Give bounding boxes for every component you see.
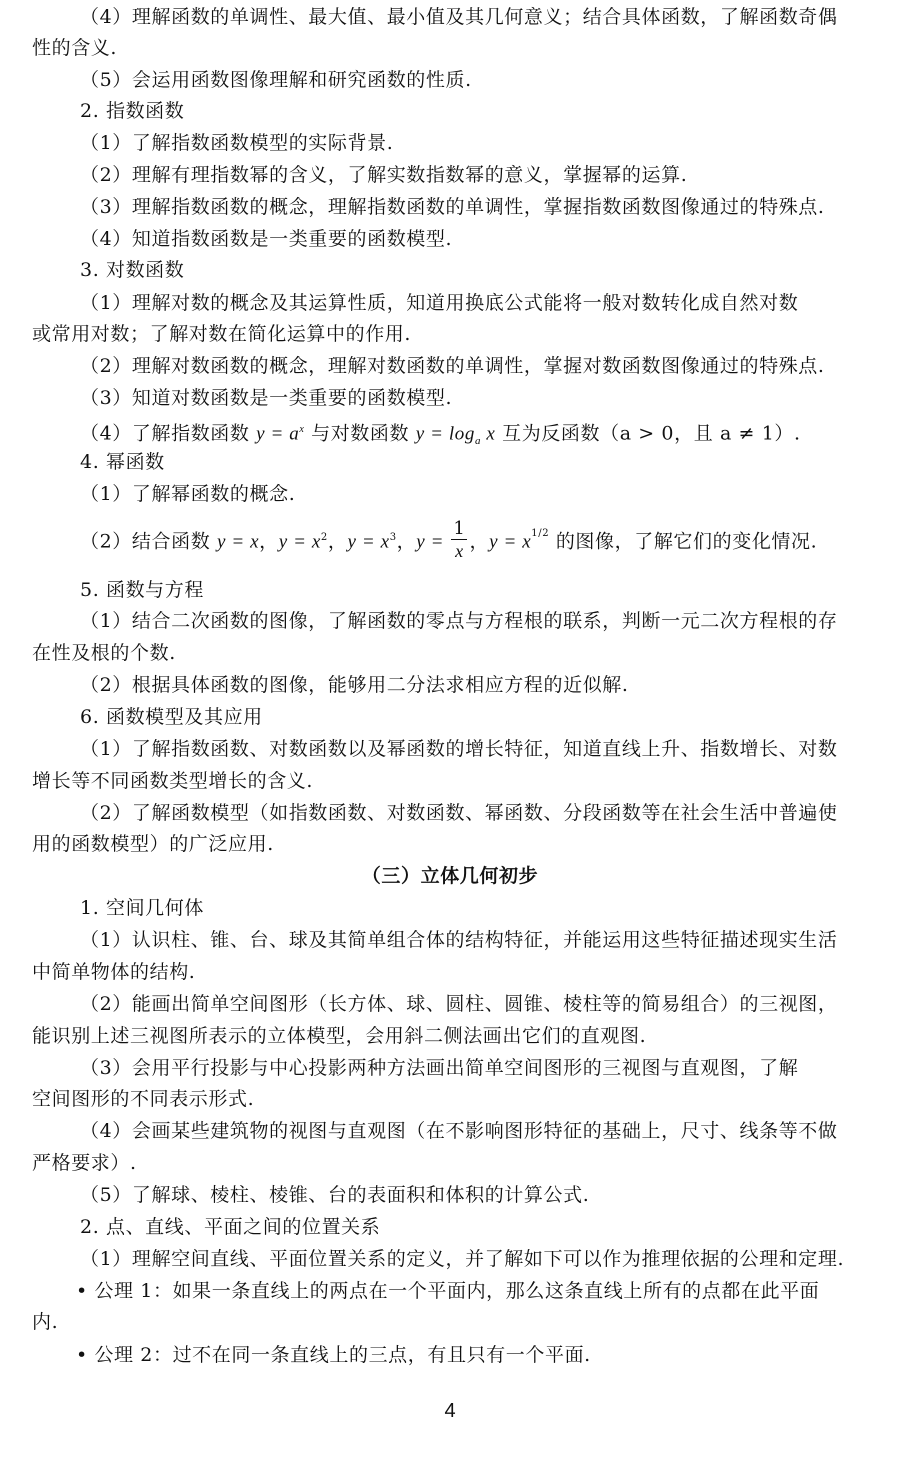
heading-power: 4. 幂函数 bbox=[80, 451, 165, 473]
axiom-2: • 公理 2：过不在同一条直线上的三点，有且只有一个平面. bbox=[76, 1344, 591, 1366]
text-line: 或常用对数；了解对数在简化运算中的作用. bbox=[32, 323, 412, 345]
text-line: （2）理解对数函数的概念，理解对数函数的单调性，掌握对数函数图像通过的特殊点. bbox=[80, 355, 825, 377]
text-line: （1）理解空间直线、平面位置关系的定义，并了解如下可以作为推理依据的公理和定理. bbox=[80, 1248, 845, 1270]
math-var: x bbox=[481, 423, 496, 445]
text-line: （1）结合二次函数的图像，了解函数的零点与方程根的联系，判断一元二次方程根的存 bbox=[80, 610, 838, 632]
heading-exponential: 2. 指数函数 bbox=[80, 100, 185, 122]
separator: ， bbox=[469, 530, 490, 553]
text-line: 严格要求）. bbox=[32, 1152, 137, 1174]
text-line: （2）能画出简单空间图形（长方体、球、圆柱、圆锥、棱柱等的简易组合）的三视图， bbox=[80, 993, 838, 1015]
text-fragment: （4）了解指数函数 bbox=[80, 422, 257, 445]
text-line: 性的含义. bbox=[32, 37, 118, 59]
page-number: 4 bbox=[444, 1400, 456, 1422]
text-line: （1）了解指数函数、对数函数以及幂函数的增长特征，知道直线上升、指数增长、对数 bbox=[80, 738, 838, 760]
math-sup: 3 bbox=[389, 532, 397, 544]
text-line: 空间图形的不同表示形式. bbox=[32, 1088, 255, 1110]
heading-space-geometry: 1. 空间几何体 bbox=[80, 897, 204, 919]
text-line: （4）会画某些建筑物的视图与直观图（在不影响图形特征的基础上，尺寸、线条等不做 bbox=[80, 1120, 838, 1142]
text-line: 能识别上述三视图所表示的立体模型，会用斜二侧法画出它们的直观图. bbox=[32, 1025, 647, 1047]
heading-models: 6. 函数模型及其应用 bbox=[80, 706, 263, 728]
text-line: （2）根据具体函数的图像，能够用二分法求相应方程的近似解. bbox=[80, 674, 629, 696]
math-f5: y = x bbox=[489, 531, 532, 553]
text-line: （4）理解函数的单调性、最大值、最小值及其几何意义；结合具体函数，了解函数奇偶 bbox=[80, 6, 838, 28]
fraction-denominator: x bbox=[455, 541, 464, 561]
math-sup: 1/2 bbox=[531, 528, 550, 540]
text-line: （1）了解指数函数模型的实际背景. bbox=[80, 132, 394, 154]
separator: ， bbox=[259, 530, 279, 553]
text-line: （3）会用平行投影与中心投影两种方法画出简单空间图形的三视图与直观图，了解 bbox=[80, 1057, 799, 1079]
section-title: （三）立体几何初步 bbox=[361, 865, 539, 887]
text-fragment: 与对数函数 bbox=[304, 422, 416, 445]
math-sub: a bbox=[474, 435, 482, 448]
text-line: 内. bbox=[32, 1311, 59, 1333]
math-log-fn: y = log bbox=[415, 423, 475, 445]
heading-logarithm: 3. 对数函数 bbox=[80, 259, 185, 281]
text-line: 用的函数模型）的广泛应用. bbox=[32, 833, 274, 855]
text-line: （5）了解球、棱柱、棱锥、台的表面积和体积的计算公式. bbox=[80, 1184, 590, 1206]
heading-positions: 2. 点、直线、平面之间的位置关系 bbox=[80, 1216, 381, 1238]
math-f2: y = x bbox=[278, 531, 321, 553]
text-line: （2）了解函数模型（如指数函数、对数函数、幂函数、分段函数等在社会生活中普遍使 bbox=[80, 802, 838, 824]
heading-equations: 5. 函数与方程 bbox=[80, 579, 204, 601]
text-line: （3）理解指数函数的概念，理解指数函数的单调性，掌握指数函数图像通过的特殊点. bbox=[80, 196, 825, 218]
text-line: （3）知道对数函数是一类重要的函数模型. bbox=[80, 387, 453, 409]
math-f1: y = x bbox=[216, 531, 260, 553]
text-line: （5）会运用函数图像理解和研究函数的性质. bbox=[80, 69, 472, 91]
text-line: （4）知道指数函数是一类重要的函数模型. bbox=[80, 228, 453, 250]
fraction-numerator: 1 bbox=[453, 518, 466, 539]
separator: ， bbox=[396, 530, 417, 553]
math-f3: y = x bbox=[347, 531, 390, 553]
math-sup: x bbox=[299, 424, 305, 435]
text-fragment: 的图像，了解它们的变化情况. bbox=[549, 530, 818, 553]
text-line: 在性及根的个数. bbox=[32, 642, 176, 664]
text-line: （1）理解对数的概念及其运算性质，知道用换底公式能将一般对数转化成自然对数 bbox=[80, 292, 799, 314]
text-fragment: 互为反函数（a > 0，且 a ≠ 1）. bbox=[495, 422, 801, 445]
text-line: （1）认识柱、锥、台、球及其简单组合体的结构特征，并能运用这些特征描述现实生活 bbox=[80, 929, 838, 951]
separator: ， bbox=[327, 530, 348, 553]
fraction bbox=[451, 520, 467, 561]
text-line: 增长等不同函数类型增长的含义. bbox=[32, 770, 314, 792]
text-line: （2）理解有理指数幂的含义，了解实数指数幂的意义，掌握幂的运算. bbox=[80, 164, 688, 186]
text-line: 中简单物体的结构. bbox=[32, 961, 196, 983]
math-f4: y = bbox=[416, 531, 450, 553]
axiom-1: • 公理 1：如果一条直线上的两点在一个平面内，那么这条直线上所有的点都在此平面 bbox=[76, 1280, 820, 1302]
text-fragment: （2）结合函数 bbox=[80, 530, 217, 553]
power-functions-line bbox=[80, 518, 876, 563]
math-sup: 2 bbox=[320, 532, 328, 544]
text-line: （1）了解幂函数的概念. bbox=[80, 483, 296, 505]
math-exp-fn: y = a bbox=[256, 423, 300, 445]
